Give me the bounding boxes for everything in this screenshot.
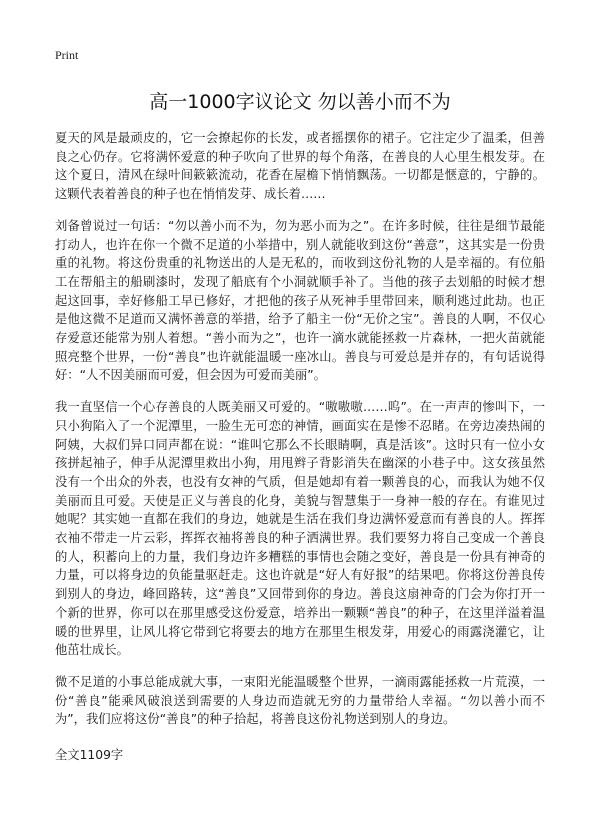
article-paragraph-1: 夏天的风是最顽皮的，它一会撩起你的长发，或者摇摆你的裙子。它注定少了温柔，但善良之心仍存。它将满怀爱意的种子吹向了世界的每个角落，在善良的人心里生根发芽。在这个夏日，清风在绿叶间簌簌流动，花香在屋檐下悄悄飘荡。一切都是惬意的，宁静的。这颗代表着善良的种子也在悄悄发芽、成长着……: [55, 131, 545, 202]
article-title: 高一1000字议论文 勿以善小而不为: [149, 91, 451, 113]
article-body: [55, 129, 545, 729]
word-count: 全文1109字: [55, 748, 124, 763]
article-paragraph-3: 我一直坚信一个心存善良的人既美丽又可爱的。“嗷嗷嗷……呜”。在一声声的惨叫下，一只小狗陷入了一个泥潭里，一脸生无可恋的神情，画面实在是惨不忍睹。在旁边凑热闹的阿姨，大叔们异口同声都在说：“谁叫它那么不长眼睛啊，真是活该”。这时只有一位小女孩拼起袖子，伸手从泥潭里救出小狗，用甩辫子背影消失在幽深的小巷子中。这女孩虽然没有一个出众的外表，也没有女神的气质，但是她却有着一颗善良的心，而我认为她不仅美丽而且可爱。天使是正义与善良的化身，美貌与智慧集于一身神一般的存在。有谁见过她呢？其实她一直都在我们的身边，她就是生活在我们身边满怀爱意而有善良的人。挥挥衣袖不带走一片云彩，挥挥衣袖将善良的种子洒满世界。我们要努力将自己变成一个善良的人，积蓄向上的力量，我们身边许多糟糕的事情也会随之变好，善良是一份具有神奇的力量，可以将身边的负能量驱赶走。这也许就是“好人有好报”的结果吧。你将这份善良传到别人的身边，峰回路转，这“善良”又回带到你的身边。善良这扇神奇的门会为你打开一个新的世界，你可以在那里感受这份爱意，培养出一颗颗“善良”的种子，在这里洋溢着温暖的世界里，让风儿将它带到它将要去的地方在那里生根发芽，用爱心的雨露浇灌它，让他茁壮成长。: [55, 400, 545, 658]
article-paragraph-2: 刘备曾说过一句话：“勿以善小而不为，勿为恶小而为之”。在许多时候，往往是细节最能打动人，也许在你一个微不足道的小举措中，别人就能收到这份“善意”，这其实是一份贵重的礼物。将这份贵重的礼物送出的人是无私的，而收到这份礼物的人是幸福的。有位船工在帮船主的船刷漆时，发现了船底有个小洞就顺手补了。当他的孩子去划船的时候才想起这回事，幸好修船工早已修好，才把他的孩子从死神手里带回来，顺利逃过此劫。也正是他这微不足道而又满怀善意的举措，给予了船主一份“无价之宝”。善良的人啊，不仅心存爱意还能常为别人着想。“善小而为之”，也许一滴水就能拯救一片森林，一把火苗就能照亮整个世界，一份“善良”也许就能温暖一座冰山。善良与可爱总是并存的，有句话说得好：“人不因美丽而可爱，但会因为可爱而美丽”。: [55, 218, 545, 383]
article-paragraph-4: 微不足道的小事总能成就大事，一束阳光能温暖整个世界，一滴雨露能拯救一片荒漠，一份“善良”能乘风破浪送到需要的人身边而造就无穷的力量带给人幸福。“勿以善小而不为”，我们应将这份“善良”的种子拾起，将善良这份礼物送到别人的身边。: [55, 674, 545, 727]
print-link[interactable]: Print: [55, 48, 79, 62]
